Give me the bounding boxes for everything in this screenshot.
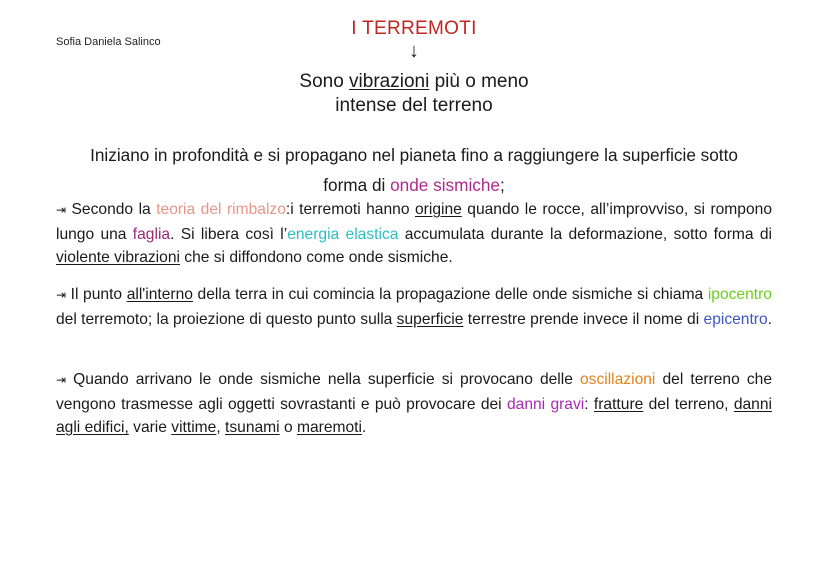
underline-interno: all'interno xyxy=(126,286,193,303)
text: del terreno, xyxy=(643,395,734,413)
bullet-arrow-icon: ⇥ xyxy=(56,203,67,217)
subtitle-text: intense del terreno xyxy=(335,95,493,116)
paragraph-rimbalzo xyxy=(56,198,772,270)
intro-text: ; xyxy=(499,175,505,195)
underline-superficie: superficie xyxy=(396,310,464,328)
subtitle-text: più o meno xyxy=(429,71,529,92)
text: Secondo la xyxy=(66,201,157,218)
text: . xyxy=(361,419,367,436)
underline-violente: violente vibrazioni xyxy=(56,249,180,266)
text: varie xyxy=(128,419,172,436)
subtitle-text: Sono xyxy=(299,71,350,92)
text: Il punto xyxy=(66,286,127,303)
text: . xyxy=(767,310,773,328)
paragraph-oscillazioni xyxy=(56,368,772,440)
text: . Si libera così l’ xyxy=(170,225,288,243)
intro-paragraph xyxy=(40,140,788,200)
underline-fratture: fratture xyxy=(593,395,644,413)
text: accumulata durante la deformazione, sotto forma di xyxy=(398,225,772,243)
bullet-arrow-icon: ⇥ xyxy=(56,373,67,387)
intro-text: Iniziano in profondità e si propagano nel pianeta fino a raggiungere la superficie sotto xyxy=(90,145,738,165)
text: che si diffondono come onde sismiche. xyxy=(179,249,453,266)
author-name: Sofia Daniela Salinco xyxy=(56,36,161,48)
highlight-teoria: teoria del rimbalzo xyxy=(156,201,286,218)
highlight-onde-sismiche: onde sismiche xyxy=(390,175,500,195)
text: o xyxy=(279,419,297,436)
intro-text: forma di xyxy=(323,175,391,195)
text: terrestre prende invece il nome di xyxy=(463,310,704,328)
highlight-epicentro: epicentro xyxy=(703,310,768,328)
text: :i terremoti hanno xyxy=(285,201,415,218)
text: del terreno che vengono trasmesse agli oggetti sovrastanti e può provocare dei xyxy=(56,371,772,413)
highlight-faglia: faglia xyxy=(132,225,171,243)
text: , xyxy=(216,419,226,436)
text: del terremoto; la proiezione di questo punto sulla xyxy=(56,310,397,328)
highlight-energia: energia elastica xyxy=(287,225,399,243)
text: quando le rocce, all’improvviso, si rompono lungo una xyxy=(56,201,772,243)
page-title: I TERREMOTI xyxy=(351,18,477,39)
highlight-oscillazioni: oscillazioni xyxy=(579,371,656,388)
underline-vittime: vittime xyxy=(171,419,217,436)
paragraph-ipocentro xyxy=(56,283,772,331)
down-arrow-icon: ↓ xyxy=(409,40,419,62)
underline-origine: origine xyxy=(414,201,462,218)
highlight-danni: danni gravi xyxy=(506,395,585,413)
underline-maremoti: maremoti xyxy=(296,419,362,436)
text: : xyxy=(584,395,594,413)
subtitle-keyword: vibrazioni xyxy=(349,71,430,92)
highlight-ipocentro: ipocentro xyxy=(707,286,772,303)
text: Quando arrivano le onde sismiche nella superficie si provocano delle xyxy=(66,371,580,388)
underline-tsunami: tsunami xyxy=(225,419,280,436)
text: della terra in cui comincia la propagazione delle onde sismiche si chiama xyxy=(192,286,708,303)
bullet-arrow-icon: ⇥ xyxy=(56,288,67,302)
underline-edifici: danni agli edifici, xyxy=(56,395,772,436)
subtitle xyxy=(0,70,828,118)
